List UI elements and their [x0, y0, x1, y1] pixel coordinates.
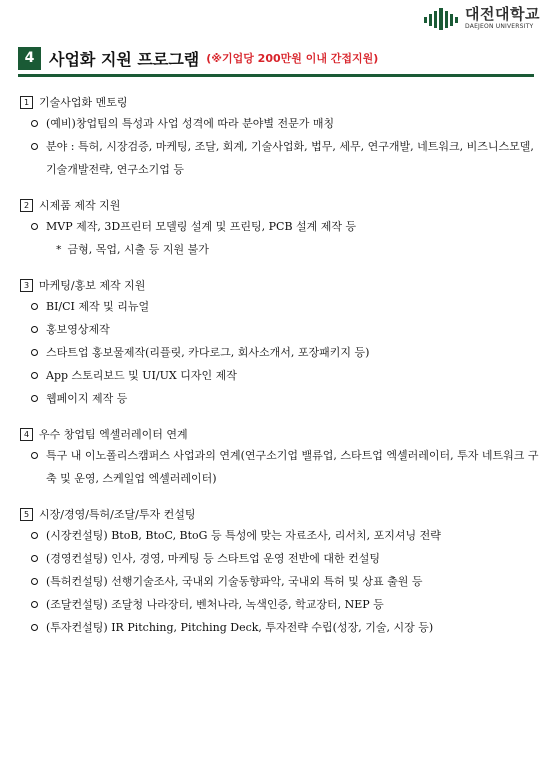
section-header — [18, 44, 534, 72]
section-title-text: 마케팅/홍보 제작 지원 — [39, 279, 146, 292]
list-item: (시장컨설팅) BtoB, BtoC, BtoG 등 특성에 맞는 자료조사, 리서치, 포지셔닝 전략 — [20, 524, 540, 547]
section-title — [20, 505, 540, 524]
header-divider — [18, 74, 534, 77]
section-title-text: 기술사업화 멘토링 — [39, 96, 128, 109]
funding-note: (※기업당 200만원 이내 간접지원) — [206, 52, 379, 65]
section-mentoring — [20, 93, 540, 181]
list-item: 홍보영상제작 — [20, 318, 540, 341]
section-index: 2 — [20, 199, 33, 212]
section-index: 3 — [20, 279, 33, 292]
section-title-text: 시제품 제작 지원 — [39, 199, 121, 212]
section-index: 4 — [20, 428, 33, 441]
list-item: BI/CI 제작 및 리뉴얼 — [20, 295, 540, 318]
section-consulting — [20, 505, 540, 639]
section-title — [20, 276, 540, 295]
list-item: App 스토리보드 및 UI/UX 디자인 제작 — [20, 364, 540, 387]
list-item: 분야 : 특허, 시장검증, 마케팅, 조달, 회계, 기술사업화, 법무, 세무, 연구개발, 네트워크, 비즈니스모델, 기술개발전략, 연구소기업 등 — [20, 135, 540, 181]
section-title — [20, 425, 540, 444]
section-title-text: 우수 창업팀 엑셀러레이터 연계 — [39, 428, 188, 441]
university-emblem-icon — [423, 7, 461, 31]
list-item: 특구 내 이노폴리스캠퍼스 사업과의 연계(연구소기업 밸류업, 스타트업 엑셀러레이터, 투자 네트워크 구축 및 운영, 스케일업 엑셀러레이터) — [20, 444, 540, 490]
section-marketing — [20, 276, 540, 410]
list-item: (조달컨설팅) 조달청 나라장터, 벤처나라, 녹색인증, 학교장터, NEP 등 — [20, 593, 540, 616]
list-item: (경영컨설팅) 인사, 경영, 마케팅 등 스타트업 운영 전반에 대한 컨설팅 — [20, 547, 540, 570]
logo-name-en: DAEJEON UNIVERSITY — [465, 23, 534, 30]
page-title: 사업화 지원 프로그램 — [49, 49, 200, 69]
list-item: MVP 제작, 3D프린터 모델링 설계 및 프린팅, PCB 설계 제작 등 — [20, 215, 540, 238]
section-title-text: 시장/경영/특허/조달/투자 컨설팅 — [39, 508, 196, 521]
document-body — [20, 93, 540, 654]
list-item: (특허컨설팅) 선행기술조사, 국내외 기술동향파악, 국내외 특허 및 상표 출원 등 — [20, 570, 540, 593]
section-index: 1 — [20, 96, 33, 109]
section-prototype — [20, 196, 540, 261]
section-title — [20, 93, 540, 112]
list-item: (예비)창업팀의 특성과 사업 성격에 따라 분야별 전문가 매칭 — [20, 112, 540, 135]
list-item: 스타트업 홍보물제작(리플릿, 카다로그, 회사소개서, 포장패키지 등) — [20, 341, 540, 364]
section-number-badge: 4 — [18, 47, 41, 70]
university-logo — [423, 6, 540, 31]
list-item: 웹페이지 제작 등 — [20, 387, 540, 410]
asterisk-icon: * — [56, 243, 62, 256]
list-item: (투자컨설팅) IR Pitching, Pitching Deck, 투자전략 수립(성장, 기술, 시장 등) — [20, 616, 540, 639]
section-title — [20, 196, 540, 215]
logo-name-kr: 대전대학교 — [465, 5, 540, 23]
section-accelerator — [20, 425, 540, 490]
exclusion-note — [20, 238, 540, 261]
exclusion-note-text: 금형, 목업, 시출 등 지원 불가 — [67, 243, 209, 256]
section-index: 5 — [20, 508, 33, 521]
